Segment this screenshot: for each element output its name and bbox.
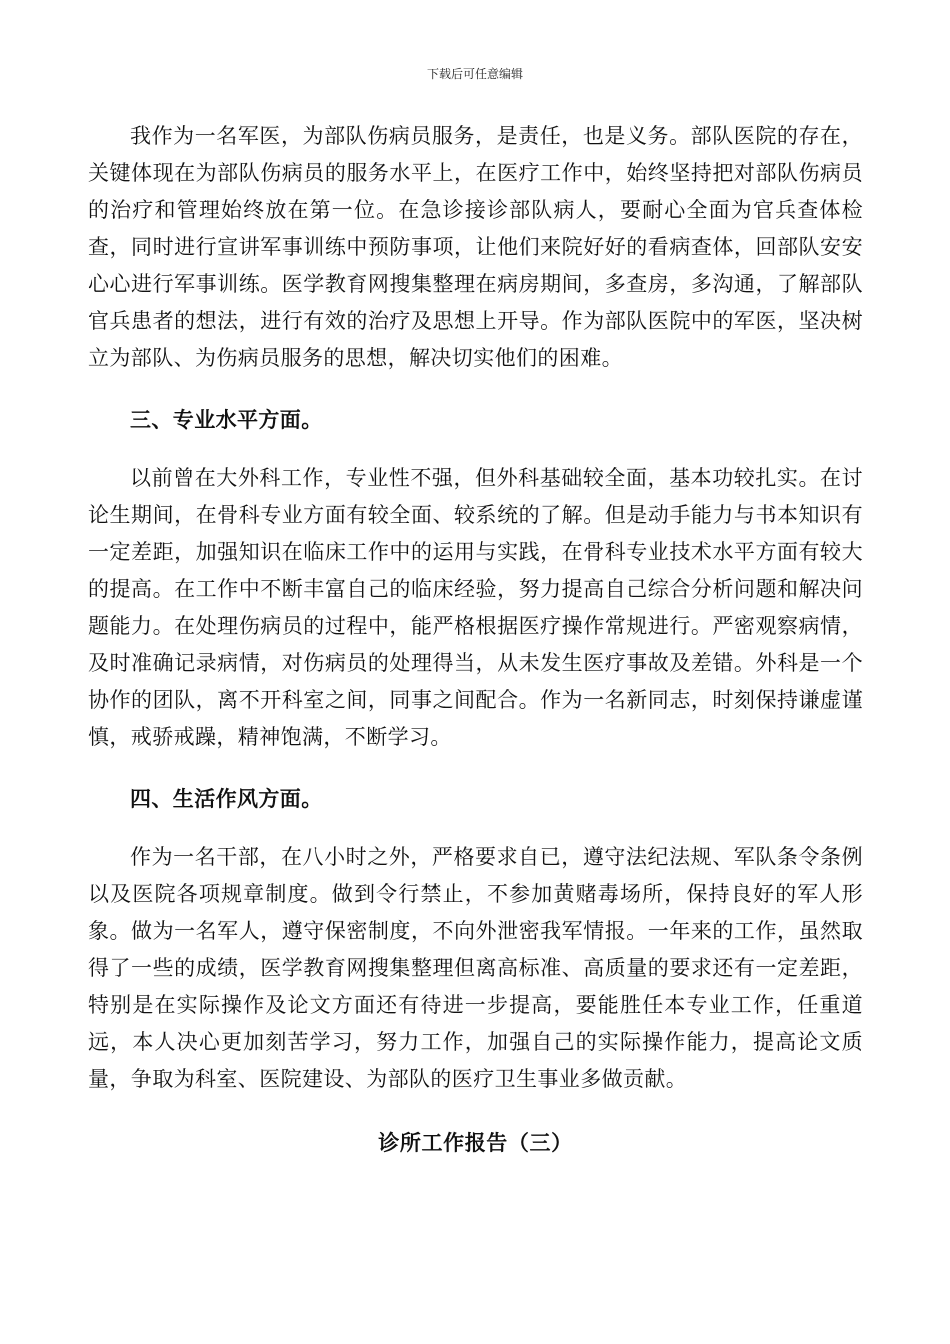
section-heading-professional-level: 三、专业水平方面。: [130, 407, 323, 432]
paragraph-lifestyle: 作为一名干部，在八小时之外，严格要求自已，遵守法纪法规、军队条令条例以及医院各项规章制度。做到令行禁止，不参加黄赌毒场所，保持良好的军人形象。做为一名军人，遵守保密制度，不向外泄密我军情报。一年来的工作，虽然取得了一些的成绩，医学教育网搜集整理但离高标准、高质量的要求还有一定差距，特别是在实际操作及论文方面还有待进一步提高，要能胜任本专业工作，任重道远，本人决心更加刻苦学习，努力工作，加强自己的实际操作能力，提高论文质量，争取为科室、医院建设、为部队的医疗卫生事业多做贡献。: [88, 845, 863, 1091]
paragraph-military-doctor-service: 我作为一名军医，为部队伤病员服务，是责任，也是义务。部队医院的存在，关键体现在为部队伤病员的服务水平上，在医疗工作中，始终坚持把对部队伤病员的治疗和管理始终放在第一位。在急诊接诊部队病人，要耐心全面为官兵查体检查，同时进行宣讲军事训练中预防事项，让他们来院好好的看病查体，回部队安安心心进行军事训练。医学教育网搜集整理在病房期间，多查房，多沟通，了解部队官兵患者的想法，进行有效的治疗及思想上开导。作为部队医院中的军医，坚决树立为部队、为伤病员服务的思想，解决切实他们的困难。: [88, 124, 863, 370]
document-title: 诊所工作报告（三）: [378, 1130, 573, 1155]
page-header-note: 下载后可任意编辑: [426, 67, 523, 81]
paragraph-professional-level: 以前曾在大外科工作，专业性不强，但外科基础较全面，基本功较扎实。在讨论生期间，在骨科专业方面有较全面、较系统的了解。但是动手能力与书本知识有一定差距，加强知识在临床工作中的运用与实践，在骨科专业技术水平方面有较大的提高。在工作中不断丰富自己的临床经验，努力提高自己综合分析问题和解决问题能力。在处理伤病员的过程中，能严格根据医疗操作常规进行。严密观察病情，及时准确记录病情，对伤病员的处理得当，从未发生医疗事故及差错。外科是一个协作的团队，离不开科室之间，同事之间配合。作为一名新同志，时刻保持谦虚谨慎，戒骄戒躁，精神饱满，不断学习。: [88, 466, 863, 749]
section-heading-lifestyle: 四、生活作风方面。: [130, 786, 323, 811]
document-body: [88, 118, 863, 1161]
